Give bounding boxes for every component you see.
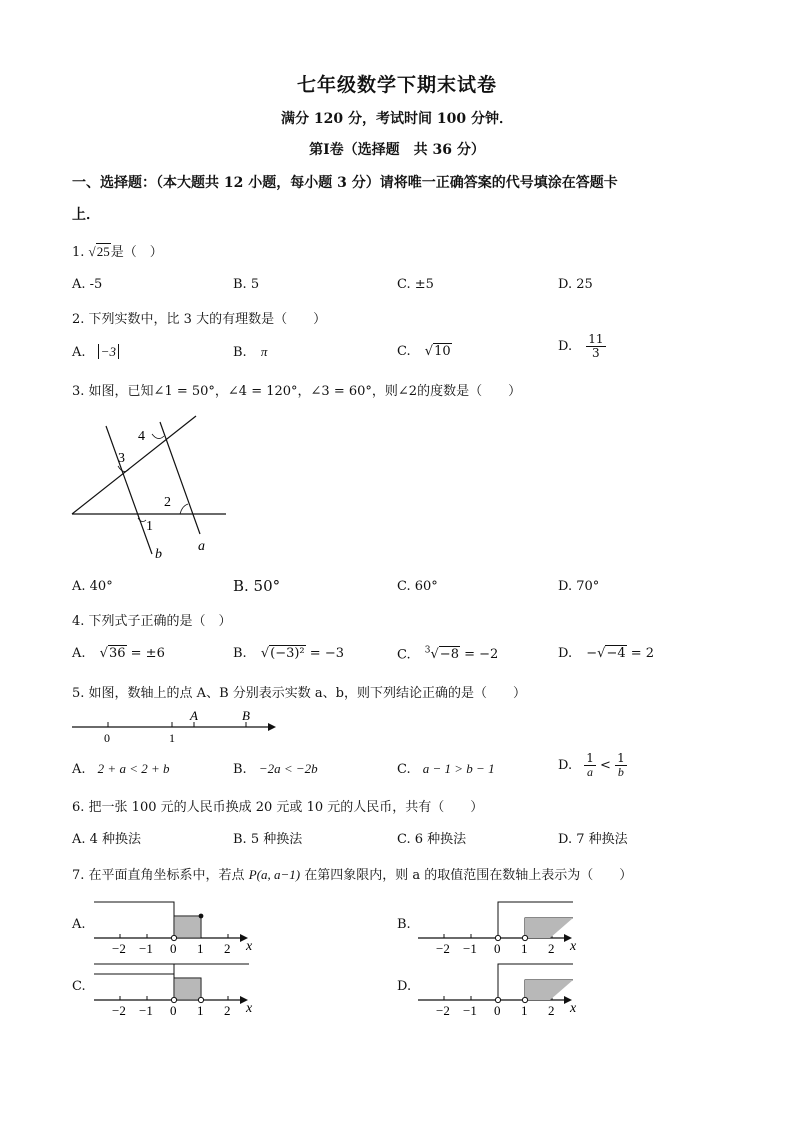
- volume-heading: 第Ⅰ卷（选择题 共 36 分）: [309, 142, 485, 158]
- question-stem: 如图，已知∠1 = 50°，∠4 = 120°，∠3 = 60°，则∠2的度数是（ ）: [88, 384, 522, 399]
- tick-label: 2: [548, 941, 555, 956]
- question-stem: 如图，数轴上的点 A、B 分别表示实数 a、b，则下列结论正确的是（ ）: [88, 686, 526, 701]
- axis-name-label: x: [246, 939, 253, 954]
- open-point-0: [171, 997, 176, 1002]
- option-a[interactable]: A. 40°: [72, 579, 113, 594]
- overlap-shade: [174, 978, 201, 1000]
- option-d[interactable]: D. −√−4 = 2: [558, 646, 655, 661]
- option-b[interactable]: B. 5 种换法: [233, 832, 303, 847]
- arrow-head: [268, 723, 276, 731]
- tick-label: −1: [463, 1003, 477, 1018]
- line-a: [160, 422, 200, 534]
- tick-label: −1: [139, 1003, 153, 1018]
- point-label-a: A: [190, 708, 198, 723]
- angle-label-3: 3: [118, 451, 125, 466]
- option-d[interactable]: D. $\frac{1}{a}$ < $\frac{1}{b}$: [558, 751, 625, 779]
- solid-point-1: [199, 914, 204, 919]
- range-bracket-left: [94, 902, 174, 938]
- option-c[interactable]: C. ±5: [397, 277, 434, 292]
- option-c-label[interactable]: C.: [72, 979, 86, 994]
- overlap-shade: [174, 916, 201, 938]
- option-c[interactable]: C. 60°: [397, 579, 438, 594]
- option-a[interactable]: A. −3: [72, 344, 119, 360]
- question-number: 2.: [72, 312, 85, 327]
- axis-name-label: x: [570, 939, 577, 954]
- option-d-label[interactable]: D.: [397, 979, 412, 994]
- tick-label: −2: [112, 1003, 126, 1018]
- question-stem: 是（ ）: [110, 245, 163, 260]
- exam-info: 满分 120 分，考试时间 100 分钟．: [281, 111, 513, 127]
- option-a[interactable]: A. √36 = ±6: [72, 646, 165, 661]
- option-c[interactable]: C. a − 1 > b − 1: [397, 761, 495, 777]
- axis-name-label: x: [246, 1001, 253, 1016]
- option-b[interactable]: B. 50°: [233, 577, 281, 595]
- question-number: 7.: [72, 868, 85, 883]
- angle-arc-4: [152, 434, 164, 439]
- question-number: 6.: [72, 800, 85, 815]
- option-c[interactable]: C. $^3$√−8 = −2: [397, 646, 499, 663]
- question-stem-cont: 在第四象限内，则 a 的取值范围在数轴上表示为（ ）: [304, 868, 633, 883]
- option-d[interactable]: D. $\frac{11}{3}$: [558, 332, 604, 360]
- transversal-line: [72, 416, 196, 514]
- axis-name-label: x: [570, 1001, 577, 1016]
- tick-label: 2: [224, 1003, 231, 1018]
- angle-figure: [66, 408, 236, 568]
- angle-arc-2: [180, 504, 188, 514]
- open-point-0: [495, 935, 500, 940]
- tick-label: 0: [170, 941, 177, 956]
- tick-label: 0: [494, 1003, 501, 1018]
- tick-label: 1: [521, 1003, 528, 1018]
- option-b[interactable]: B. 5: [233, 277, 260, 292]
- option-b[interactable]: B. −2a < −2b: [233, 761, 318, 777]
- question-4: [72, 610, 232, 629]
- option-d[interactable]: D. 25: [558, 277, 593, 292]
- number-line-figure: [70, 706, 280, 746]
- question-number: 4.: [72, 614, 85, 629]
- tick-label: −2: [436, 941, 450, 956]
- open-point-1: [198, 997, 203, 1002]
- option-b-label[interactable]: B.: [397, 917, 411, 932]
- question-3: [72, 380, 521, 399]
- question-stem: 下列式子正确的是（ ）: [88, 614, 232, 629]
- open-point-0: [171, 935, 176, 940]
- option-c[interactable]: C. 6 种换法: [397, 832, 467, 847]
- question-stem: 在平面直角坐标系中，若点: [88, 868, 245, 883]
- tick-label: −2: [112, 941, 126, 956]
- tick-label: 0: [170, 1003, 177, 1018]
- tick-label: 1: [197, 1003, 204, 1018]
- option-c-number-line[interactable]: [94, 960, 264, 1018]
- sqrt-expression: √25: [88, 244, 110, 259]
- tick-label-1: 1: [169, 731, 175, 745]
- option-a-label[interactable]: A.: [72, 917, 86, 932]
- question-6: [72, 796, 483, 815]
- option-d[interactable]: D. 70°: [558, 579, 600, 594]
- tick-label: −1: [139, 941, 153, 956]
- tick-label: −2: [436, 1003, 450, 1018]
- point-label-b: B: [242, 708, 250, 723]
- question-7: [72, 864, 632, 883]
- option-a[interactable]: A. 2 + a < 2 + b: [72, 761, 170, 777]
- question-stem: 把一张 100 元的人民币换成 20 元或 10 元的人民币，共有（ ）: [88, 800, 484, 815]
- question-1: [72, 241, 163, 260]
- option-a[interactable]: A. -5: [72, 277, 103, 292]
- tick-label-0: 0: [104, 731, 110, 745]
- question-2: [72, 308, 326, 327]
- question-stem: 下列实数中，比 3 大的有理数是（ ）: [88, 312, 327, 327]
- line-label-b: b: [155, 547, 162, 562]
- tick-label: 2: [548, 1003, 555, 1018]
- open-point-1: [522, 997, 527, 1002]
- angle-label-4: 4: [138, 429, 145, 444]
- line-label-a: a: [198, 539, 205, 554]
- option-d[interactable]: D. 7 种换法: [558, 832, 628, 847]
- option-d-number-line[interactable]: [418, 960, 588, 1018]
- tick-label: 1: [197, 941, 204, 956]
- open-point-1: [522, 935, 527, 940]
- option-a-number-line[interactable]: [94, 898, 264, 956]
- point-expression: P(a, a−1): [248, 867, 301, 882]
- angle-label-2: 2: [164, 495, 171, 510]
- tick-label: 2: [224, 941, 231, 956]
- angle-label-1: 1: [146, 519, 153, 534]
- option-b-number-line[interactable]: [418, 898, 588, 956]
- tick-label: −1: [463, 941, 477, 956]
- option-a[interactable]: A. 4 种换法: [72, 832, 142, 847]
- question-number: 5.: [72, 686, 85, 701]
- open-point-0: [495, 997, 500, 1002]
- question-number: 3.: [72, 384, 85, 399]
- section-heading-cont: 上．: [72, 207, 100, 223]
- option-b[interactable]: B. π: [233, 344, 268, 360]
- line-b: [106, 426, 152, 554]
- tick-label: 0: [494, 941, 501, 956]
- question-number: 1.: [72, 245, 85, 260]
- option-b[interactable]: B. √(−3)² = −3: [233, 646, 344, 661]
- option-c[interactable]: C. √10: [397, 344, 451, 359]
- page-title: 七年级数学下期末试卷: [296, 74, 497, 96]
- section-heading: 一、选择题：（本大题共 12 小题，每小题 3 分）请将唯一正确答案的代号填涂在答题卡: [72, 175, 618, 191]
- angle-arc-3: [118, 466, 130, 472]
- range-bracket-left: [94, 964, 174, 1000]
- tick-label: 1: [521, 941, 528, 956]
- question-5: [72, 682, 526, 701]
